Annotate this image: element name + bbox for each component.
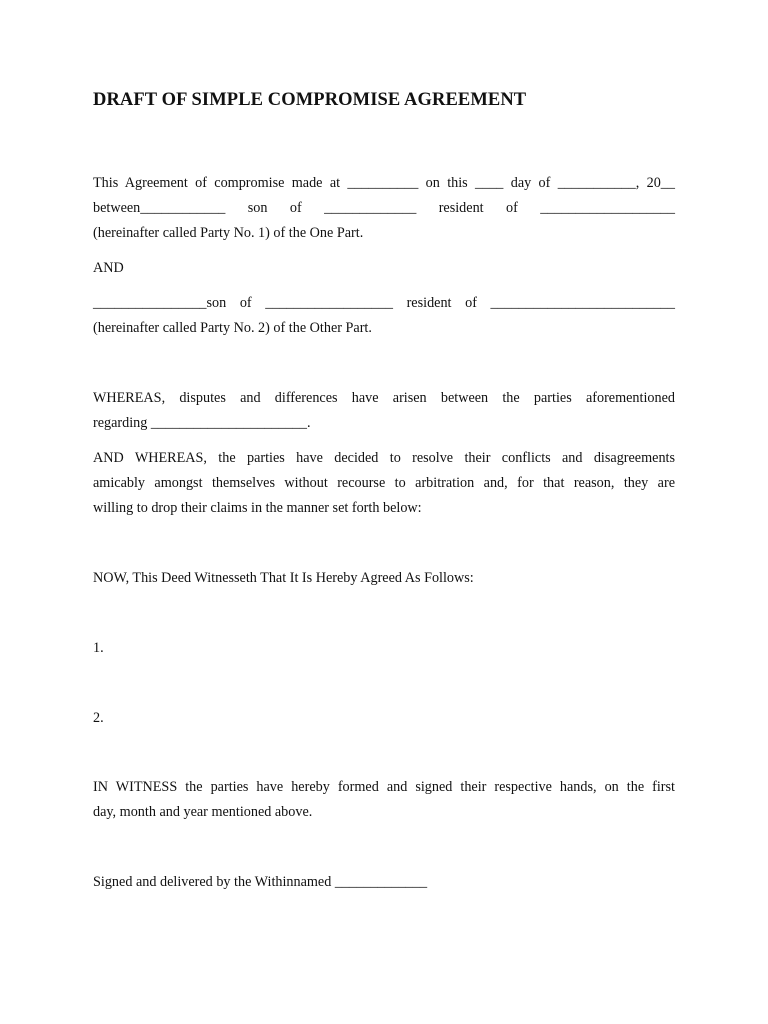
whereas-line-1: WHEREAS, disputes and differences have arisen between the parties aforementioned	[93, 390, 675, 406]
party2-line-2: (hereinafter called Party No. 2) of the Other Part.	[93, 320, 372, 336]
andwhereas-line-3: willing to drop their claims in the manner set forth below:	[93, 500, 422, 516]
clause-1: 1.	[93, 640, 104, 656]
and-line: AND	[93, 260, 124, 276]
intro-line-2: between____________ son of _____________ resident of ___________________	[93, 200, 675, 216]
witness-line-2: day, month and year mentioned above.	[93, 804, 313, 820]
document-page	[93, 0, 675, 1024]
intro-line-1: This Agreement of compromise made at __________ on this ____ day of ___________, 20__	[93, 175, 675, 191]
now-line: NOW, This Deed Witnesseth That It Is Hereby Agreed As Follows:	[93, 570, 474, 586]
witness-line-1: IN WITNESS the parties have hereby formed and signed their respective hands, on the first	[93, 779, 675, 795]
party2-line-1: ________________son of __________________ resident of __________________________	[93, 295, 675, 311]
intro-line-3: (hereinafter called Party No. 1) of the One Part.	[93, 225, 364, 241]
andwhereas-line-1: AND WHEREAS, the parties have decided to resolve their conflicts and disagreements	[93, 450, 675, 466]
andwhereas-line-2: amicably amongst themselves without recourse to arbitration and, for that reason, they are	[93, 475, 675, 491]
document-title: DRAFT OF SIMPLE COMPROMISE AGREEMENT	[93, 90, 527, 110]
signed-line: Signed and delivered by the Withinnamed _____________	[93, 874, 428, 890]
whereas-line-2: regarding ______________________.	[93, 415, 311, 431]
clause-2: 2.	[93, 710, 104, 726]
